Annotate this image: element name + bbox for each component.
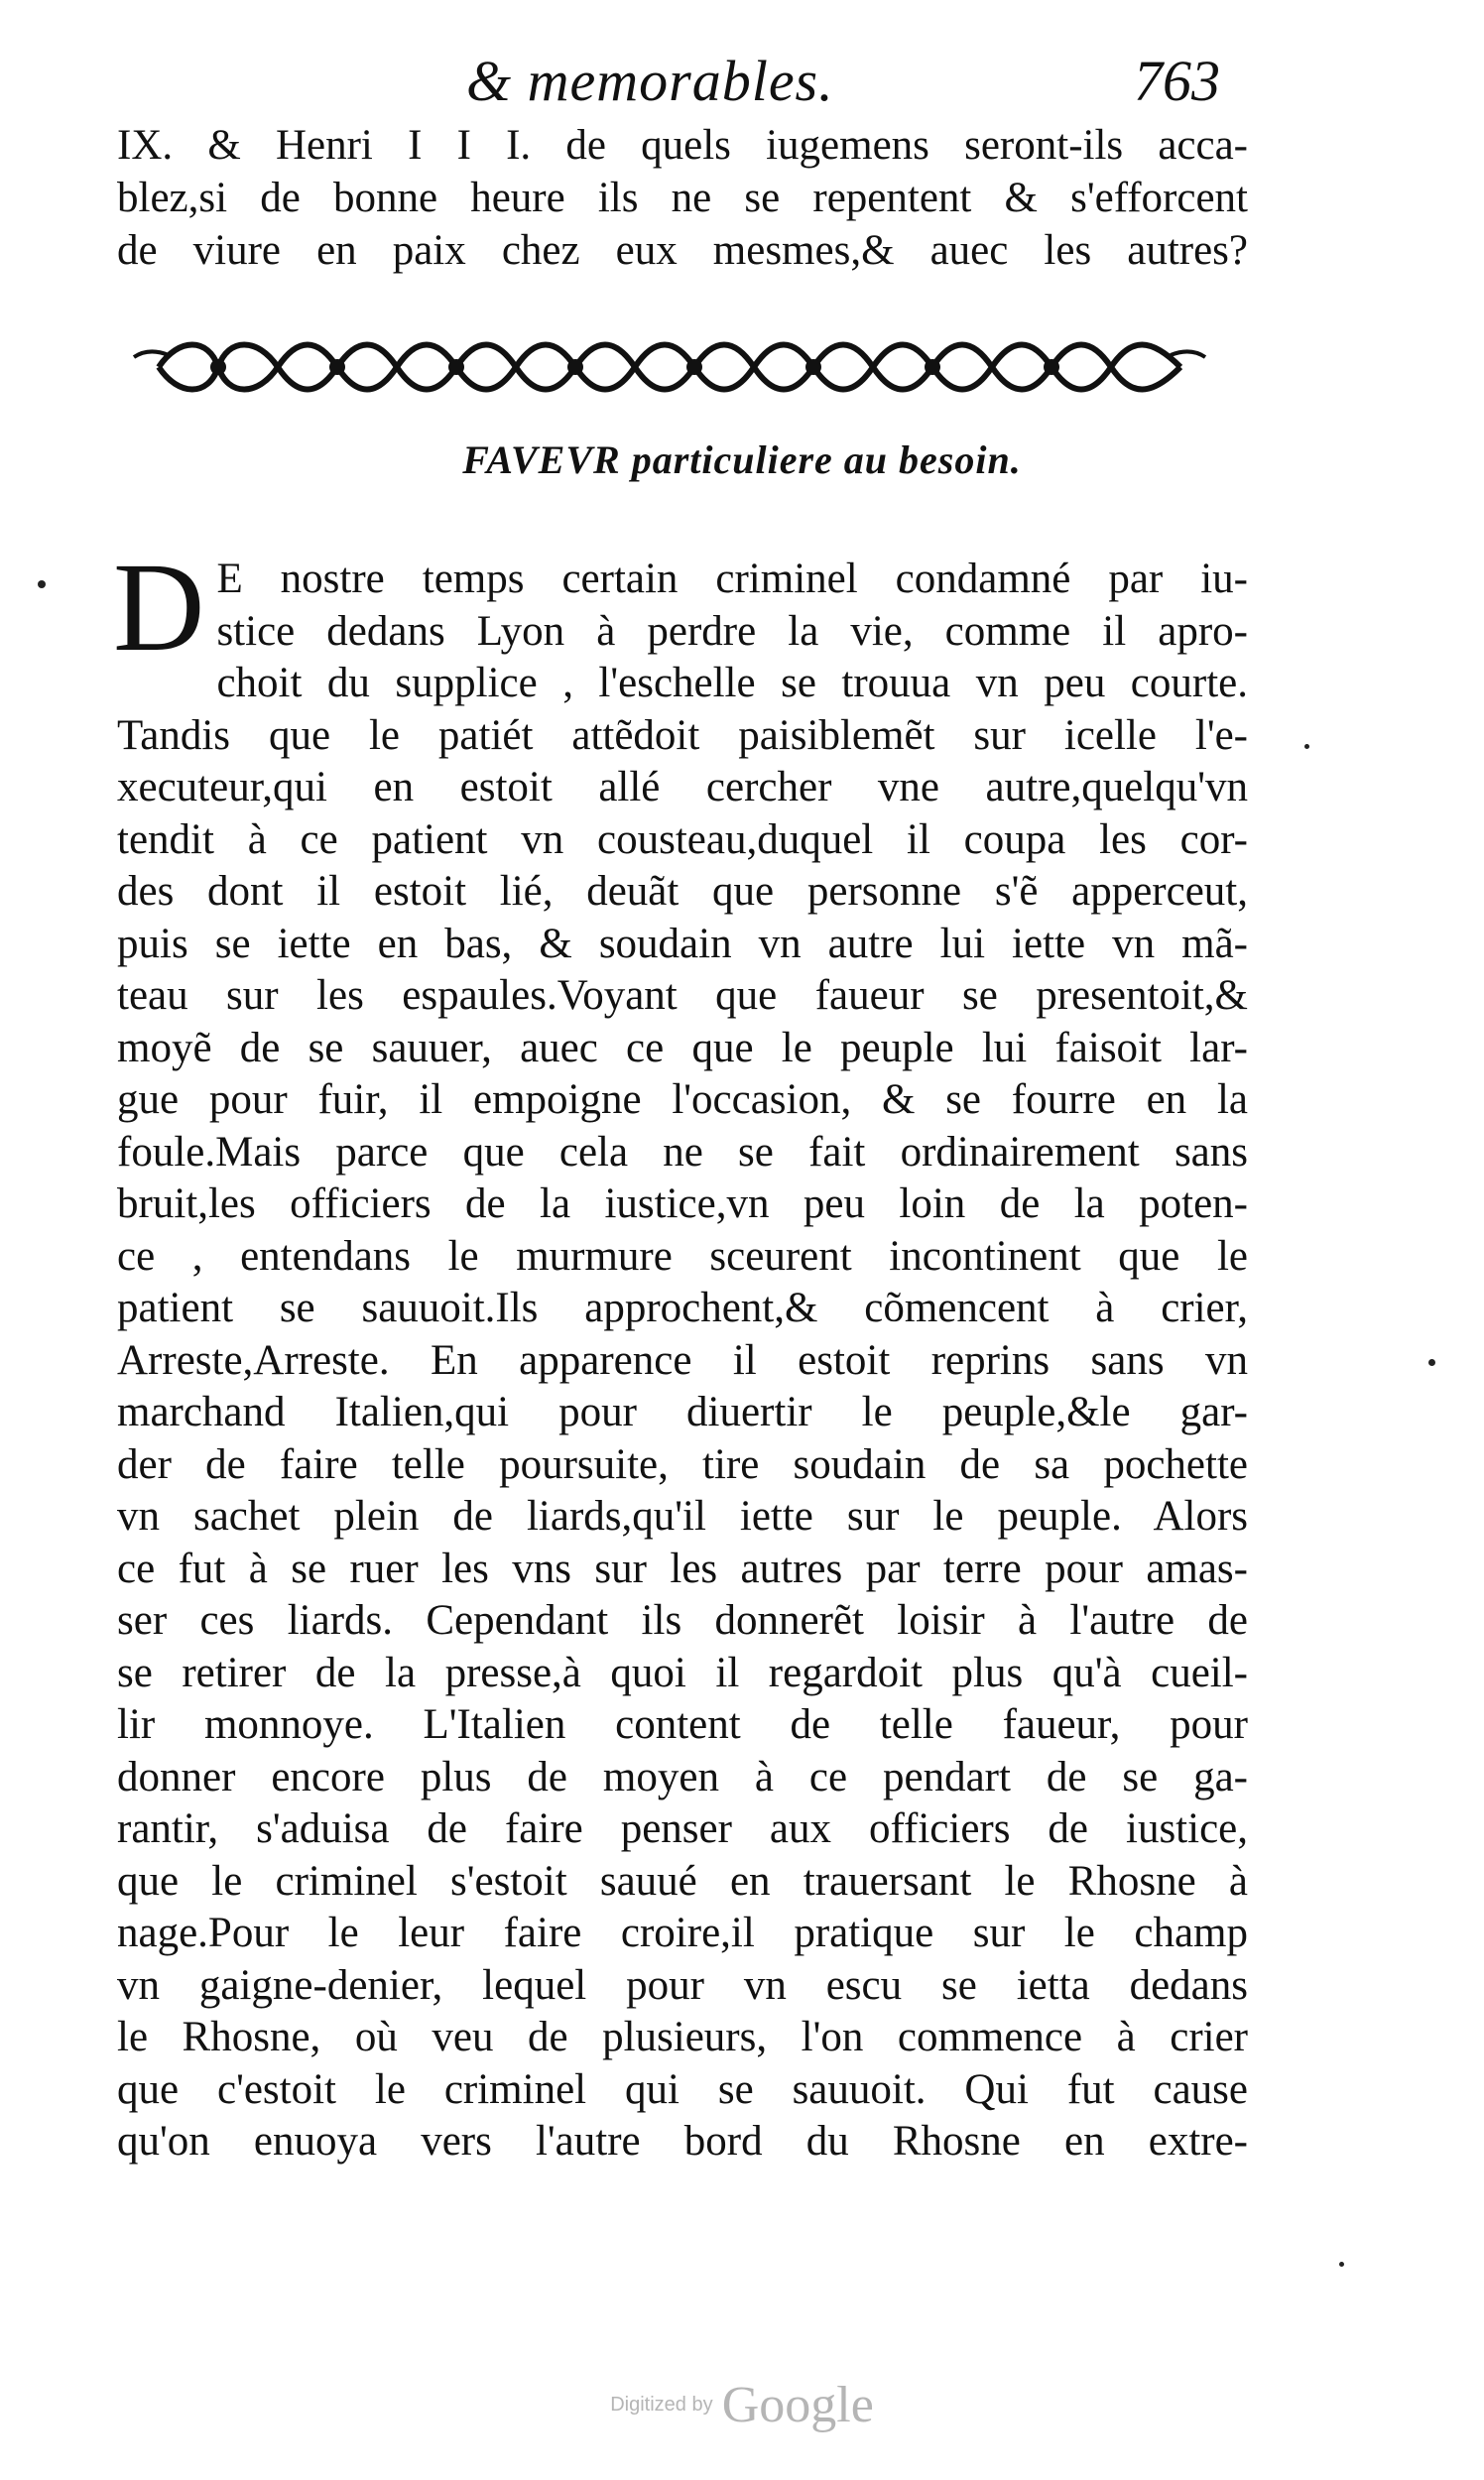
decorative-scroll-ornament-icon	[129, 327, 1210, 407]
text-line: tendit à ce patient vn cousteau,duquel il coupa les cor-	[117, 815, 1248, 863]
text-line: ser ces liards. Cependant ils donnerẽt loisir à l'autre de	[117, 1597, 1248, 1644]
text-line: vn sachet plein de liards,qu'il iette sur le peuple. Alors	[117, 1493, 1248, 1540]
text-line: patient se sauuoit.Ils approchent,& cõmencent à crier,	[117, 1285, 1248, 1331]
text-line: puis se iette en bas, & soudain vn autre lui iette vn mã-	[117, 920, 1248, 967]
story-paragraph	[113, 537, 1248, 2169]
text-line: E nostre temps certain criminel condamné par iu-	[216, 556, 1248, 602]
text-line: nage.Pour le leur faire croire,il pratique sur le champ	[117, 1910, 1248, 1956]
ink-speck	[1339, 2262, 1344, 2267]
text-line: marchand Italien,qui pour diuertir le peuple,&le gar-	[117, 1389, 1248, 1435]
digitization-watermark	[0, 2376, 1484, 2434]
text-line: teau sur les espaules.Voyant que faueur se presentoit,&	[117, 972, 1248, 1019]
text-line: vn gaigne-denier, lequel pour vn escu se ietta dedans	[117, 1961, 1248, 2009]
text-line: se retirer de la presse,à quoi il regardoit plus qu'à cueil-	[117, 1649, 1248, 1696]
text-line: gue pour fuir, il empoigne l'occasion, & se fourre en la	[117, 1076, 1248, 1123]
text-line: le Rhosne, où veu de plusieurs, l'on commence à crier	[117, 2014, 1248, 2060]
text-line: blez,si de bonne heure ils ne se repentent & s'efforcent	[117, 175, 1248, 221]
text-line: IX. & Henri I I I. de quels iugemens seront-ils acca-	[117, 122, 1248, 169]
text-line: lir monnoye. L'Italien content de telle faueur, pour	[117, 1701, 1248, 1748]
text-line: der de faire telle poursuite, tire soudain de sa pochette	[117, 1440, 1248, 1488]
text-line: que le criminel s'estoit sauué en trauersant le Rhosne à	[117, 1857, 1248, 1905]
text-line: qu'on enuoya vers l'autre bord du Rhosne en extre-	[117, 2118, 1248, 2165]
text-line: stice dedans Lyon à perdre la vie, comme il apro-	[216, 607, 1248, 655]
text-line: bruit,les officiers de la iustice,vn peu loin de la poten-	[117, 1180, 1248, 1227]
section-title: FAVEVR particuliere au besoin.	[462, 437, 1022, 482]
text-line: moyẽ de se sauuer, auec ce que le peuple lui faisoit lar-	[117, 1024, 1248, 1071]
page-number: 763	[1134, 49, 1220, 113]
text-line: ce , entendans le murmure sceurent incontinent que le	[117, 1232, 1248, 1280]
text-line: xecuteur,qui en estoit allé cercher vne autre,quelqu'vn	[117, 764, 1248, 810]
text-line: ce fut à se ruer les vns sur les autres par terre pour amas-	[117, 1545, 1248, 1592]
running-head: & memorables.	[466, 49, 834, 113]
text-line: de viure en paix chez eux mesmes,& auec les autres?	[117, 227, 1248, 274]
text-line: Arreste,Arreste. En apparence il estoit reprins sans vn	[117, 1336, 1248, 1384]
ink-speck	[1428, 1359, 1435, 1366]
digitized-by-label: Digitized by	[610, 2394, 713, 2416]
text-line: des dont il estoit lié, deuãt que personne s'ẽ apperceut,	[117, 868, 1248, 915]
text-line: Tandis que le patiét attẽdoit paisiblemẽt sur icelle l'e-	[117, 711, 1248, 759]
drop-cap: D	[113, 537, 205, 678]
ink-speck	[38, 580, 46, 588]
page-header	[466, 48, 1260, 117]
google-logo: Google	[721, 2377, 874, 2433]
text-line: que c'estoit le criminel qui se sauuoit. Qui fut cause	[117, 2065, 1248, 2113]
text-line: choit du supplice , l'eschelle se trouua vn peu courte.	[216, 660, 1248, 706]
text-line: donner encore plus de moyen à ce pendart de se ga-	[117, 1753, 1248, 1800]
ink-speck	[1304, 744, 1309, 749]
text-line: rantir, s'aduisa de faire penser aux officiers de iustice,	[117, 1805, 1248, 1852]
text-line: foule.Mais parce que cela ne se fait ordinairement sans	[117, 1128, 1248, 1176]
continued-paragraph	[117, 119, 1248, 277]
